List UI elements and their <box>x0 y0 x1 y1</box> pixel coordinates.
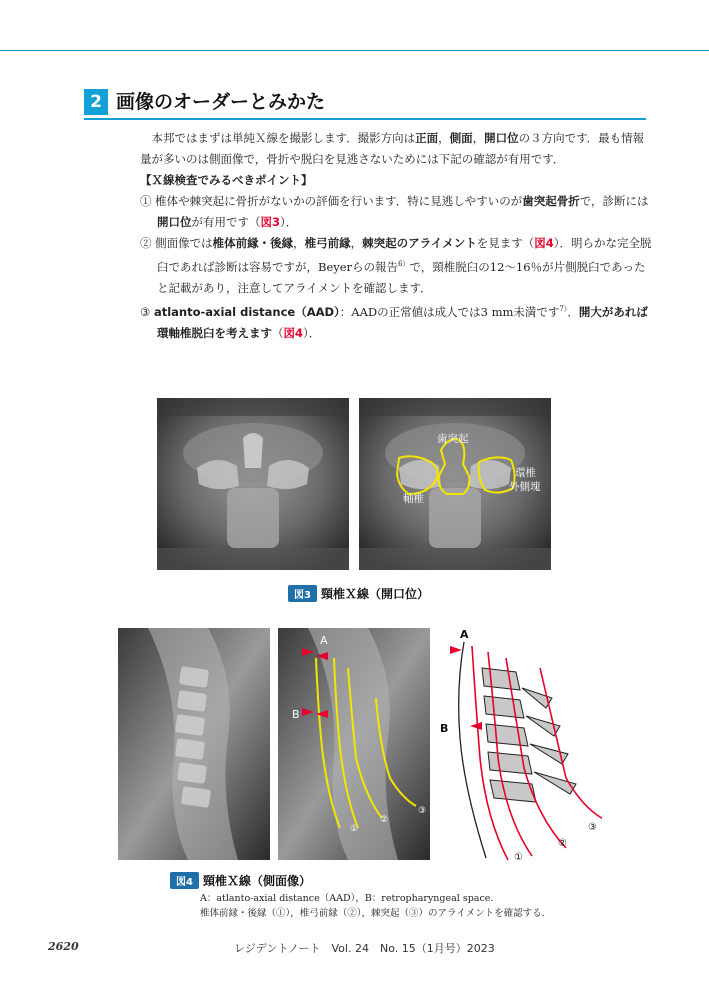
label-b-xray: B <box>292 708 300 721</box>
label-atlas-1: 環椎 <box>515 467 536 479</box>
figure-3-caption <box>288 583 429 601</box>
intro-paragraph: 本邦ではまずは単純Ｘ線を撮影します．撮影方向は正面，側面，開口位の３方向です．最も情報量が多いのは側面像で，骨折や脱臼を見逃さないためには下記の確認が有用です． <box>140 131 645 166</box>
section-underline <box>84 118 646 120</box>
xray-lateral-annotated <box>278 628 430 860</box>
label-line-2-schematic: ② <box>558 838 567 849</box>
figure-4-images <box>118 628 602 868</box>
section-title: 画像のオーダーとみかた <box>116 91 326 113</box>
lateral-schematic <box>440 628 602 863</box>
citation-7: 7） <box>559 304 568 313</box>
figure-4-caption-line-2: 椎体前縁・後縁（①），椎弓前縁（②），棘突起（③）のアライメントを確認する． <box>200 908 552 919</box>
label-a-xray: A <box>320 634 328 647</box>
figure-3-tag: 図3 <box>288 585 317 602</box>
body-text <box>140 128 655 344</box>
xray-open-mouth-plain <box>157 398 349 570</box>
figure-4-caption <box>170 870 590 921</box>
label-dens: 歯突起 <box>437 433 469 445</box>
figure-4-reference[interactable]: 図4 <box>283 325 304 340</box>
xray-open-mouth-annotated <box>359 398 551 570</box>
figure-4 <box>118 628 602 872</box>
figure-4-tag: 図4 <box>170 872 199 889</box>
point-2: ② 側面像では椎体前縁・後縁，椎弓前縁，棘突起のアライメントを見ます（図4）．明らかな完全脱臼であれば診断は容易ですが，Beyerらの報告$^{6)}$で，頸椎脱臼の12～16％が片側脱臼であったと記載があり，注意してアライメントを確認します． <box>140 236 652 295</box>
header-frame <box>0 0 709 51</box>
label-b-schematic: B <box>440 722 449 735</box>
label-atlas-2: 外側塊 <box>509 481 541 493</box>
figure-3 <box>157 398 551 570</box>
figure-4-caption-line-1: A：atlanto-axial distance（AAD），B：retropharyngeal space. <box>200 893 494 904</box>
figure-3-images <box>157 398 551 570</box>
label-line-1-xray: ① <box>350 824 359 834</box>
point-1: ① 椎体や棘突起に骨折がないかの評価を行います．特に見逃しやすいのが歯突起骨折で，診断には開口位が有用です（図3）． <box>140 194 649 229</box>
label-axis: 軸椎 <box>403 493 424 505</box>
figure-4-reference[interactable]: 図4 <box>534 236 554 250</box>
label-line-3-schematic: ③ <box>588 822 597 833</box>
points-heading: 【Ｘ線検査でみるべきポイント】 <box>140 173 313 187</box>
figure-3-reference[interactable]: 図3 <box>260 215 281 229</box>
figure-3-title: 頸椎Ｘ線（開口位） <box>320 587 429 601</box>
section-heading <box>84 88 646 120</box>
page-number: 2620 <box>48 940 79 953</box>
label-line-3-xray: ③ <box>418 806 427 816</box>
citation-6: 6） <box>398 260 410 268</box>
figure-4-title: 頸椎Ｘ線（側面像） <box>202 874 311 888</box>
xray-lateral-plain <box>118 628 270 860</box>
point-3: ③ atlanto-axial distance（AAD）：AADの正常値は成人では3 mm未満です$^{7)}$．開大があれば環軸椎脱臼を考えます（図4）． <box>140 304 648 340</box>
label-a-schematic: A <box>460 628 469 641</box>
label-line-2-xray: ② <box>380 815 389 825</box>
journal-info: レジデントノート Vol. 24 No. 15（1月号）2023 <box>234 942 495 955</box>
section-number: 2 <box>84 89 108 115</box>
label-line-1-schematic: ① <box>514 852 523 863</box>
